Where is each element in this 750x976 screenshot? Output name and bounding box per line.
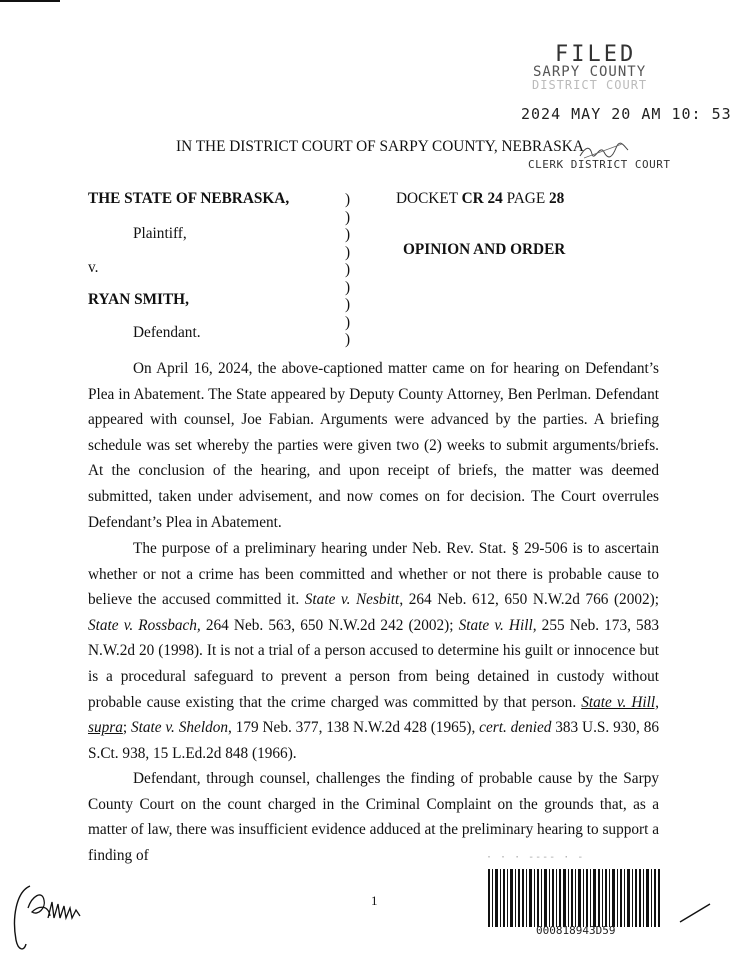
top-edge-line: [0, 0, 60, 2]
filed-stamp-faded-text: DISTRICT COURT: [532, 78, 648, 92]
docket-page: 28: [549, 190, 565, 207]
citation-rossbach: State v. Rossbach,: [88, 616, 201, 634]
paragraph-2: [88, 536, 659, 766]
pen-mark-icon: [678, 900, 712, 926]
paragraph-2-text-e: ;: [122, 719, 131, 737]
citation-nesbitt: State v. Nesbitt: [304, 591, 400, 609]
plaintiff-name: THE STATE OF NEBRASKA,: [88, 190, 290, 207]
docket-page-label: PAGE: [502, 190, 550, 207]
court-heading: IN THE DISTRICT COURT OF SARPY COUNTY, NEBRASKA: [176, 138, 584, 155]
paren: ): [345, 226, 351, 243]
paragraph-2-text-c: 264 Neb. 563, 650 N.W.2d 242 (2002);: [200, 616, 459, 634]
caption-parentheses: [345, 191, 350, 349]
paragraph-3-text: Defendant, through counsel, challenges the finding of probable cause by the Sarpy County Court on the count charged in the Criminal Complaint on the grounds that, as a matter of law, there was insufficient evidence adduced at the preliminary hearing to support a finding of: [88, 770, 659, 864]
versus-label: v.: [88, 259, 99, 276]
plaintiff-role: Plaintiff,: [133, 225, 187, 242]
paren: ): [345, 208, 351, 226]
paragraph-1: [88, 356, 659, 535]
paren: ): [345, 296, 351, 313]
filed-stamp-county: SARPY COUNTY: [533, 64, 647, 80]
paren: ): [345, 243, 351, 261]
docket-cr: CR 24: [461, 190, 503, 207]
citation-cert-denied: cert. denied: [479, 719, 552, 737]
paragraph-2-text-d: 255 Neb. 173, 583 N.W.2d 20 (1998). It is not a trial of a person accused to determine his guilt or innocence but is a procedural safeguard to prevent a person from being detained in custody without probable cause existing that the crime charged was committed by that person.: [88, 616, 659, 711]
paren: ): [345, 278, 351, 296]
barcode-icon: [486, 869, 662, 929]
paren: ): [345, 313, 351, 331]
defendant-name: RYAN SMITH,: [88, 291, 189, 308]
paragraph-2-text-b: , 264 Neb. 612, 650 N.W.2d 766 (2002);: [399, 591, 659, 609]
filed-stamp-clerk: CLERK DISTRICT COURT: [528, 158, 671, 171]
paragraph-1-text: On April 16, 2024, the above-captioned matter came on for hearing on Defendant’s Plea in Abatement. The State appeared by Deputy County Attorney, Ben Perlman. Defendant appeared with counsel, Joe Fabian. Arguments were advanced by the parties. A briefing schedule was set whereby the parties were given two (2) weeks to submit arguments/briefs. At the conclusion of the hearing, and upon receipt of briefs, the matter was deemed submitted, taken under advisement, and now comes on for decision. The Court overrules Defendant’s Plea in Abatement.: [88, 360, 659, 531]
citation-sheldon: State v. Sheldon: [130, 719, 229, 737]
page-number: 1: [371, 893, 378, 908]
paren: ): [345, 331, 351, 348]
handwritten-initials-icon: [8, 878, 88, 958]
defendant-role: Defendant.: [133, 324, 201, 341]
paragraph-2-text-a: The purpose of a preliminary hearing under Neb. Rev. Stat. § 29-506 is to ascertain whether or not a crime has been committed and whether or not there is probable cause to believe the accused committed it.: [88, 540, 659, 609]
barcode-number: 000818943D59: [536, 924, 616, 937]
paragraph-2-text-f: , 179 Neb. 377, 138 N.W.2d 428 (1965),: [228, 719, 480, 737]
filed-stamp-date: 2024 MAY 20 AM 10: 53: [521, 105, 732, 123]
document-title: OPINION AND ORDER: [403, 241, 566, 258]
paren: ): [345, 191, 351, 208]
docket-line: [396, 190, 564, 208]
barcode-scan-marks: · · · ---- · -: [486, 852, 585, 863]
docket-prefix: DOCKET: [396, 190, 462, 207]
citation-hill-supra: State v. Hill, supra: [88, 693, 659, 737]
citation-hill: State v. Hill,: [458, 616, 537, 634]
paren: ): [345, 261, 351, 278]
paragraph-2-text-g: 383 U.S. 930, 86 S.Ct. 938, 15 L.Ed.2d 848 (1966).: [88, 719, 660, 762]
filed-stamp: FILED: [555, 42, 637, 67]
